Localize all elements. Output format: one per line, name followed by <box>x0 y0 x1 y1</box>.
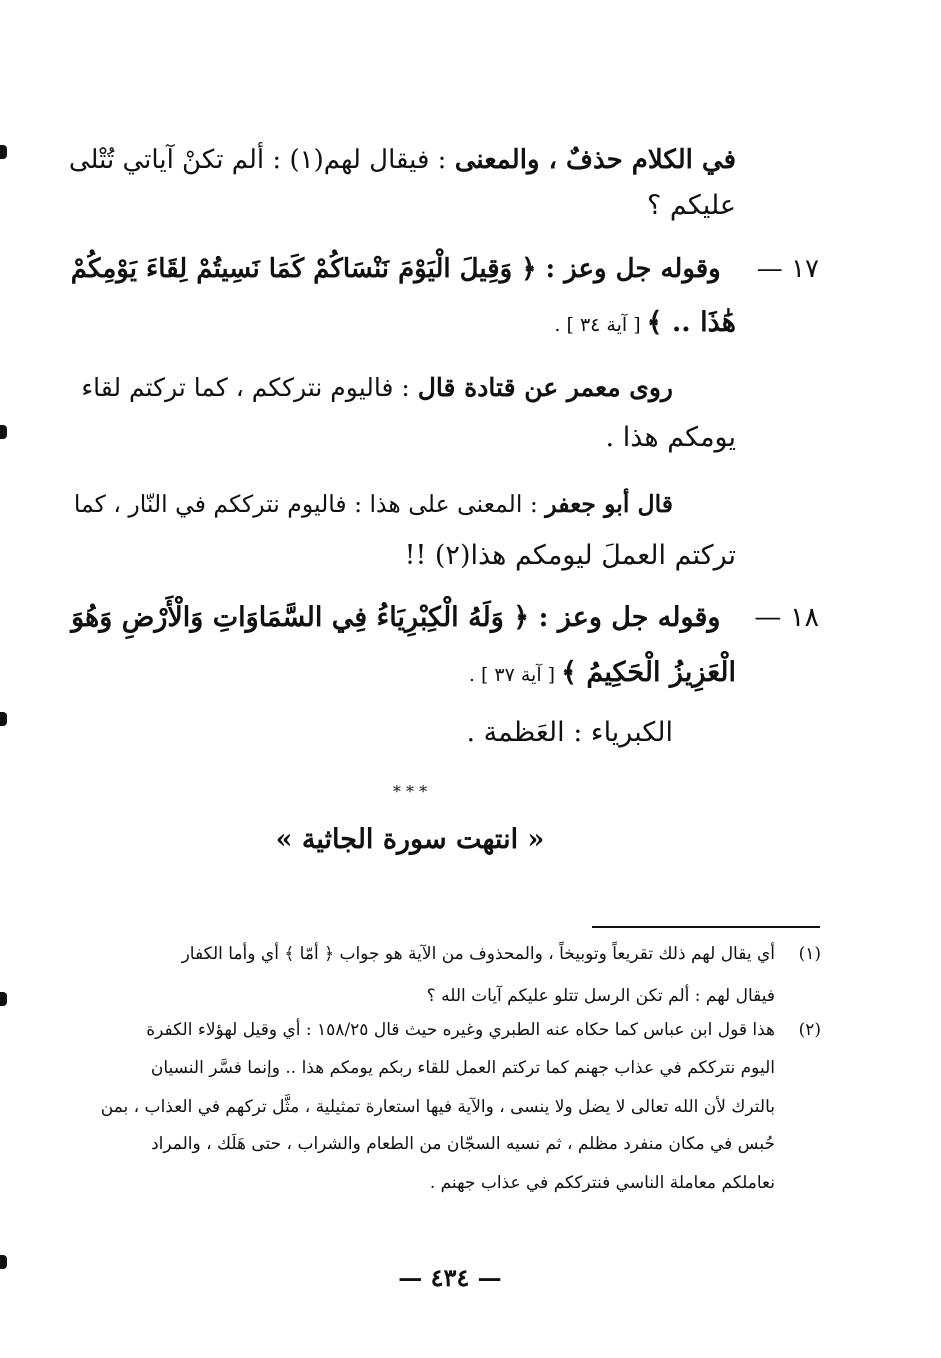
binding-mark <box>0 145 7 159</box>
footnote-text: هذا قول ابن عباس كما حكاه عنه الطبري وغيره حيث قال ١٥٨/٢٥ : أي وقيل لهؤلاء الكفرة <box>146 1020 775 1040</box>
stars-separator: * * * <box>392 782 428 801</box>
verse-18-line <box>69 598 819 638</box>
bold-phrase: وقوله جل وعز <box>564 254 721 284</box>
footnote-line <box>79 1016 821 1044</box>
quran-verse: : ﴿ وَلَهُ الْكِبْرِيَاءُ فِي السَّمَاوَاتِ وَالْأَرْضِ وَهُوَ <box>71 602 558 633</box>
surah-end-title: « انتهت سورة الجاثية » <box>275 824 545 855</box>
footnote-line <box>79 1130 775 1158</box>
paragraph-line <box>73 713 673 753</box>
footnote-text: اليوم نترككم في عذاب جهنم كما تركتم العمل للقاء ربكم يومكم هذا .. وإنما فسَّر النسيان <box>150 1058 775 1078</box>
bold-phrase: وقوله جل وعز <box>557 602 721 633</box>
verse-number: ١٨ — <box>754 602 819 633</box>
footnote-line <box>79 1054 775 1082</box>
bold-phrase: قال أبو جعفر <box>545 490 673 518</box>
paragraph-line <box>66 186 736 226</box>
binding-mark <box>0 425 7 439</box>
footnote-text: نعاملكم معاملة الناسي فنترككم في عذاب جهنم . <box>429 1173 775 1193</box>
footnote-text: فيقال لهم : ألم تكن الرسل تتلو عليكم آيات الله ؟ <box>426 986 775 1006</box>
bold-phrase: في الكلام حذفٌ ، والمعنى <box>454 145 736 175</box>
text-run: : فيقال لهم(١) : ألم تكنْ آياتي تُتْلى <box>68 145 455 175</box>
footnote-text: أي يقال لهم ذلك تقريعاً وتوبيخاً ، والمحذوف من الآية هو جواب ﴿ أمّا ﴾ أي وأما الكفار <box>181 944 775 964</box>
footnote-number: (١) <box>798 944 821 964</box>
footnote-number: (٢) <box>798 1020 821 1040</box>
footnote-line <box>79 1169 775 1197</box>
quran-verse: هَٰذَا .. ﴾ <box>646 307 736 338</box>
footnote-text: حُبس في مكان منفرد مظلم ، ثم نسيه السجّان من الطعام والشراب ، حتى هَلَك ، والمراد <box>151 1134 775 1154</box>
footnote-line <box>79 982 821 1010</box>
text-run: : المعنى على هذا : فاليوم نترككم في النّار ، كما <box>73 490 546 518</box>
binding-mark <box>0 712 7 726</box>
paragraph-line <box>73 368 673 408</box>
verse-reference: [ آية ٣٧ ] . <box>468 664 562 686</box>
verse-17-line <box>69 249 819 289</box>
text-run: يومكم هذا . <box>605 422 736 453</box>
quran-verse: الْعَزِيزُ الْحَكِيمُ ﴾ <box>561 657 736 688</box>
footnote-line <box>79 1093 775 1121</box>
bold-phrase: روى معمر عن قتادة قال <box>417 373 673 402</box>
footnote-text: بالترك لأن الله تعالى لا يضل ولا ينسى ، والآية فيها استعارة تمثيلية ، مثَّل تركهم في العذاب ، بمن <box>100 1097 775 1117</box>
verse-18-line <box>66 653 736 693</box>
paragraph-line <box>66 536 736 576</box>
footnote-line <box>79 940 821 968</box>
text-run: عليكم ؟ <box>647 190 736 221</box>
verse-17-line <box>66 303 736 343</box>
text-run: : فاليوم نترككم ، كما تركتم لقاء <box>81 373 418 402</box>
verse-reference: [ آية ٣٤ ] . <box>554 314 647 336</box>
quran-verse: : ﴿ وَقِيلَ الْيَوْمَ نَنْسَاكُمْ كَمَا نَسِيتُمْ لِقَاءَ يَوْمِكُمْ <box>70 254 565 284</box>
footnote-separator <box>592 926 820 928</box>
text-run: تركتم العملَ ليومكم هذا(٢) !! <box>404 540 736 571</box>
text-run: الكبرياء : العَظمة . <box>466 717 673 748</box>
binding-mark <box>0 1255 7 1269</box>
paragraph-line <box>73 484 673 524</box>
paragraph-line <box>66 418 736 458</box>
binding-mark <box>0 992 7 1006</box>
verse-number: ١٧ — <box>756 254 819 284</box>
paragraph-line <box>66 140 736 180</box>
page-number: — ٤٣٤ — <box>398 1263 502 1292</box>
